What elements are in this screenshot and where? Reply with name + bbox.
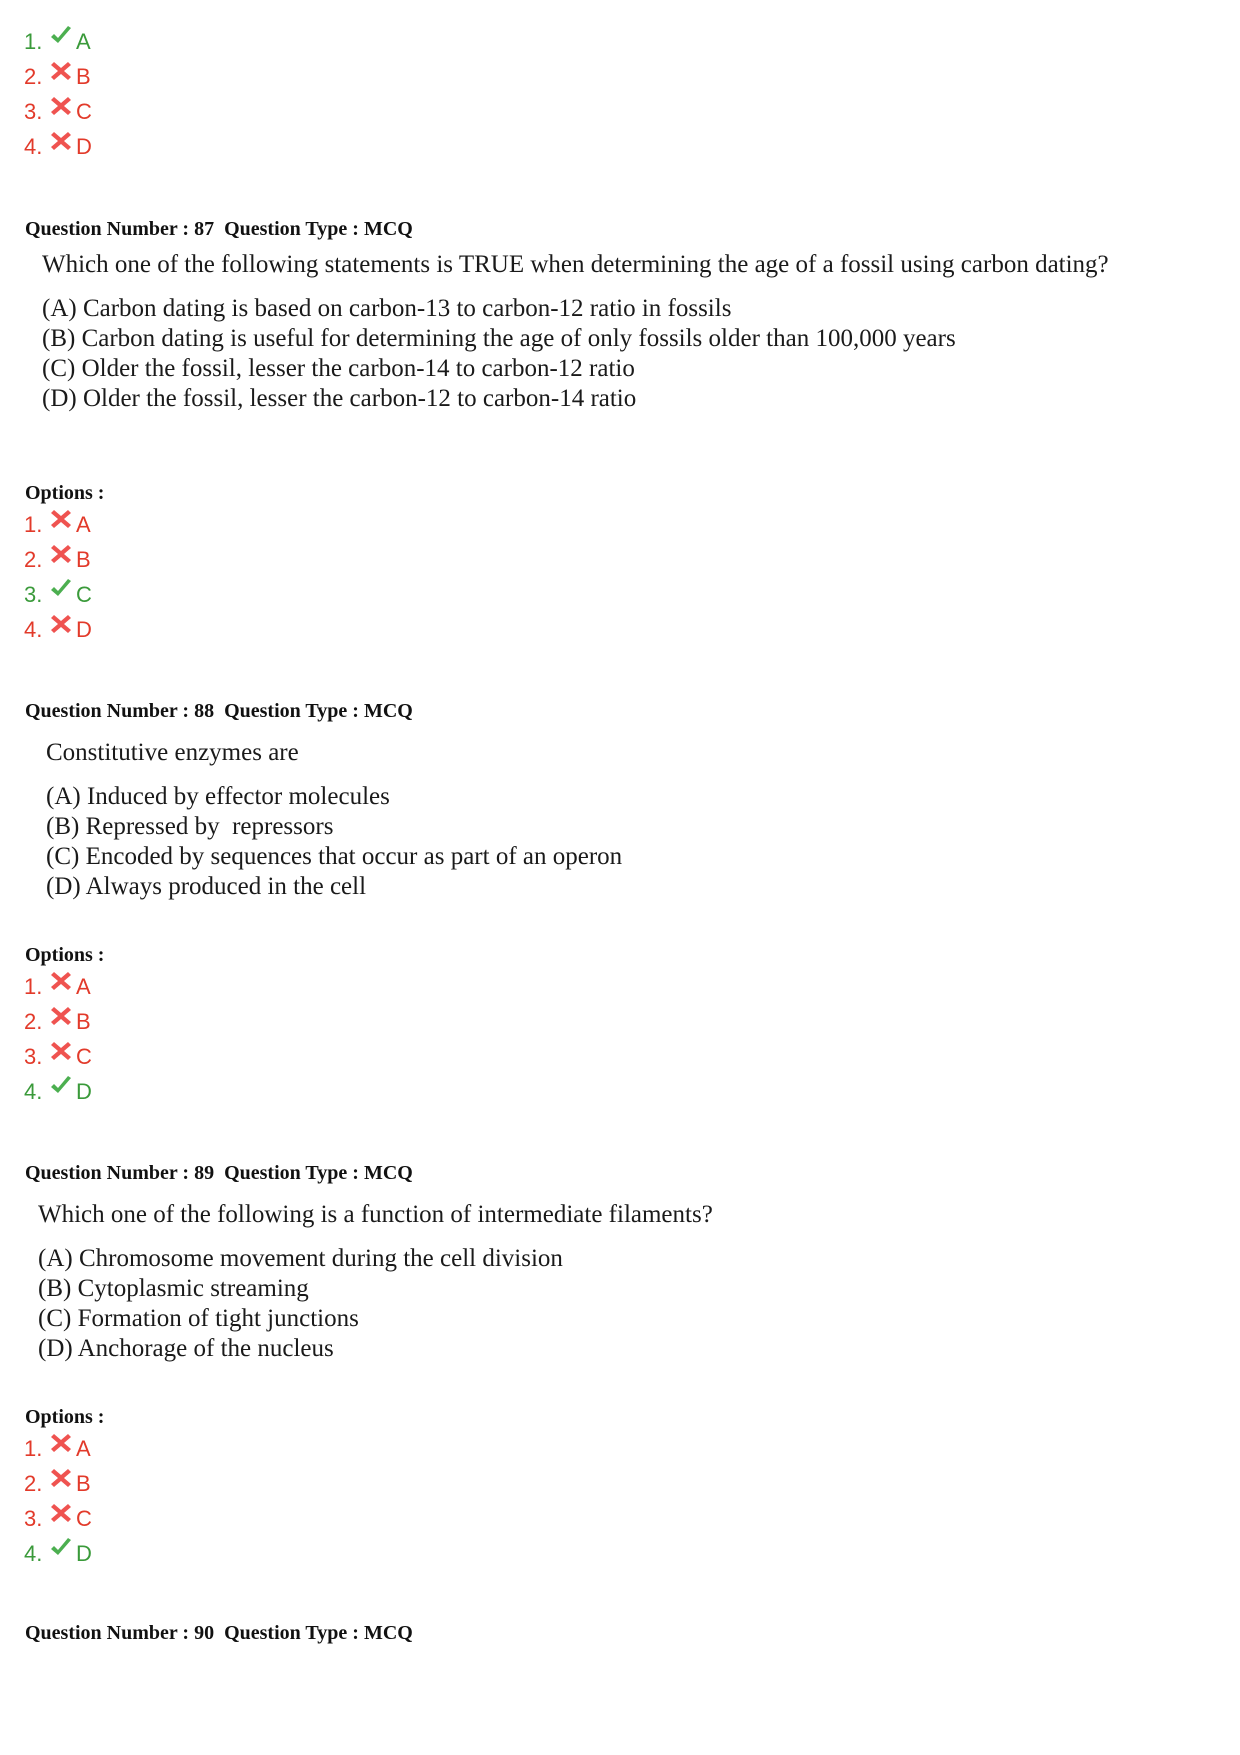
check-icon (49, 577, 73, 601)
question-header (25, 218, 413, 241)
option-letter: D (76, 134, 92, 159)
question-number: 88 (194, 700, 215, 722)
question-choices (38, 1244, 1098, 1364)
question-type-label: Question Type : (224, 700, 359, 722)
question-body (46, 738, 1106, 902)
option-letter: D (76, 1079, 92, 1104)
check-icon (49, 1074, 73, 1098)
option-number: 2. (24, 1471, 43, 1496)
question-type-label: Question Type : (224, 218, 359, 240)
option-row (24, 1040, 92, 1074)
question-type: MCQ (363, 700, 413, 722)
question-stem: Constitutive enzymes are (46, 739, 299, 766)
option-number: 2. (24, 64, 43, 89)
option-letter: D (76, 617, 92, 642)
option-row (24, 543, 91, 577)
option-row (24, 1005, 91, 1039)
option-row (24, 1537, 92, 1571)
check-icon (49, 24, 73, 48)
option-letter: B (76, 64, 91, 89)
option-row (24, 613, 92, 647)
cross-icon (49, 1466, 73, 1490)
option-number: 3. (24, 1044, 43, 1069)
options-label: Options : (25, 482, 105, 504)
question-number-label: Question Number : (25, 1622, 190, 1644)
question-type-label: Question Type : (224, 1622, 359, 1644)
question-body (42, 250, 1122, 414)
option-number: 3. (24, 1506, 43, 1531)
question-choices (46, 782, 1106, 902)
option-number: 3. (24, 99, 43, 124)
option-letter: C (76, 1506, 92, 1531)
option-letter: B (76, 547, 91, 572)
option-letter: C (76, 1044, 92, 1069)
option-row (24, 1075, 92, 1109)
question-type: MCQ (363, 1622, 413, 1644)
option-letter: B (76, 1471, 91, 1496)
option-number: 3. (24, 582, 43, 607)
option-letter: A (76, 974, 91, 999)
question-number: 87 (194, 218, 215, 240)
choice-item: (C) Encoded by sequences that occur as part of an operon (46, 843, 623, 870)
choice-item: (A) Carbon dating is based on carbon-13 to carbon-12 ratio in fossils (42, 295, 732, 322)
option-row (24, 60, 91, 94)
option-row (24, 95, 92, 129)
cross-icon (49, 1501, 73, 1525)
choice-item: (B) Repressed by repressors (46, 813, 334, 840)
cross-icon (49, 129, 73, 153)
question-number-label: Question Number : (25, 1162, 190, 1184)
choice-item: (B) Cytoplasmic streaming (38, 1275, 309, 1302)
question-type-label: Question Type : (224, 1162, 359, 1184)
choice-item: (A) Chromosome movement during the cell division (38, 1245, 563, 1272)
question-number: 90 (194, 1622, 215, 1644)
question-body (38, 1200, 1098, 1364)
option-letter: A (76, 29, 91, 54)
option-row (24, 970, 91, 1004)
question-number: 89 (194, 1162, 215, 1184)
cross-icon (49, 612, 73, 636)
cross-icon (49, 1039, 73, 1063)
option-letter: B (76, 1009, 91, 1034)
option-row (24, 130, 92, 164)
choice-item: (D) Always produced in the cell (46, 873, 367, 900)
options-label: Options : (25, 944, 105, 966)
question-header (25, 700, 413, 723)
cross-icon (49, 542, 73, 566)
question-header (25, 1162, 413, 1185)
question-header (25, 1622, 413, 1645)
option-number: 4. (24, 1541, 43, 1566)
cross-icon (49, 94, 73, 118)
option-row (24, 578, 92, 612)
question-number-label: Question Number : (25, 700, 190, 722)
choice-item: (B) Carbon dating is useful for determining the age of only fossils older than 100,000 years (42, 325, 956, 352)
option-number: 1. (24, 974, 43, 999)
question-number-label: Question Number : (25, 218, 190, 240)
option-number: 2. (24, 547, 43, 572)
cross-icon (49, 1431, 73, 1455)
cross-icon (49, 507, 73, 531)
cross-icon (49, 1004, 73, 1028)
option-row (24, 508, 91, 542)
cross-icon (49, 969, 73, 993)
option-letter: C (76, 99, 92, 124)
option-row (24, 1502, 92, 1536)
question-choices (42, 294, 1122, 414)
option-number: 4. (24, 134, 43, 159)
option-letter: D (76, 1541, 92, 1566)
check-icon (49, 1536, 73, 1560)
option-row (24, 1432, 91, 1466)
option-number: 4. (24, 1079, 43, 1104)
option-letter: C (76, 582, 92, 607)
option-letter: A (76, 512, 91, 537)
question-type: MCQ (363, 218, 413, 240)
option-number: 4. (24, 617, 43, 642)
option-row (24, 25, 91, 59)
option-number: 2. (24, 1009, 43, 1034)
option-number: 1. (24, 1436, 43, 1461)
option-letter: A (76, 1436, 91, 1461)
question-stem: Which one of the following is a function of intermediate filaments? (38, 1201, 713, 1228)
choice-item: (D) Anchorage of the nucleus (38, 1335, 334, 1362)
cross-icon (49, 59, 73, 83)
choice-item: (A) Induced by effector molecules (46, 783, 390, 810)
option-number: 1. (24, 29, 43, 54)
choice-item: (C) Older the fossil, lesser the carbon-14 to carbon-12 ratio (42, 355, 635, 382)
option-number: 1. (24, 512, 43, 537)
question-type: MCQ (363, 1162, 413, 1184)
choice-item: (D) Older the fossil, lesser the carbon-12 to carbon-14 ratio (42, 385, 637, 412)
option-row (24, 1467, 91, 1501)
question-stem: Which one of the following statements is TRUE when determining the age of a fossil using carbon dating? (42, 251, 1109, 278)
options-label: Options : (25, 1406, 105, 1428)
choice-item: (C) Formation of tight junctions (38, 1305, 359, 1332)
